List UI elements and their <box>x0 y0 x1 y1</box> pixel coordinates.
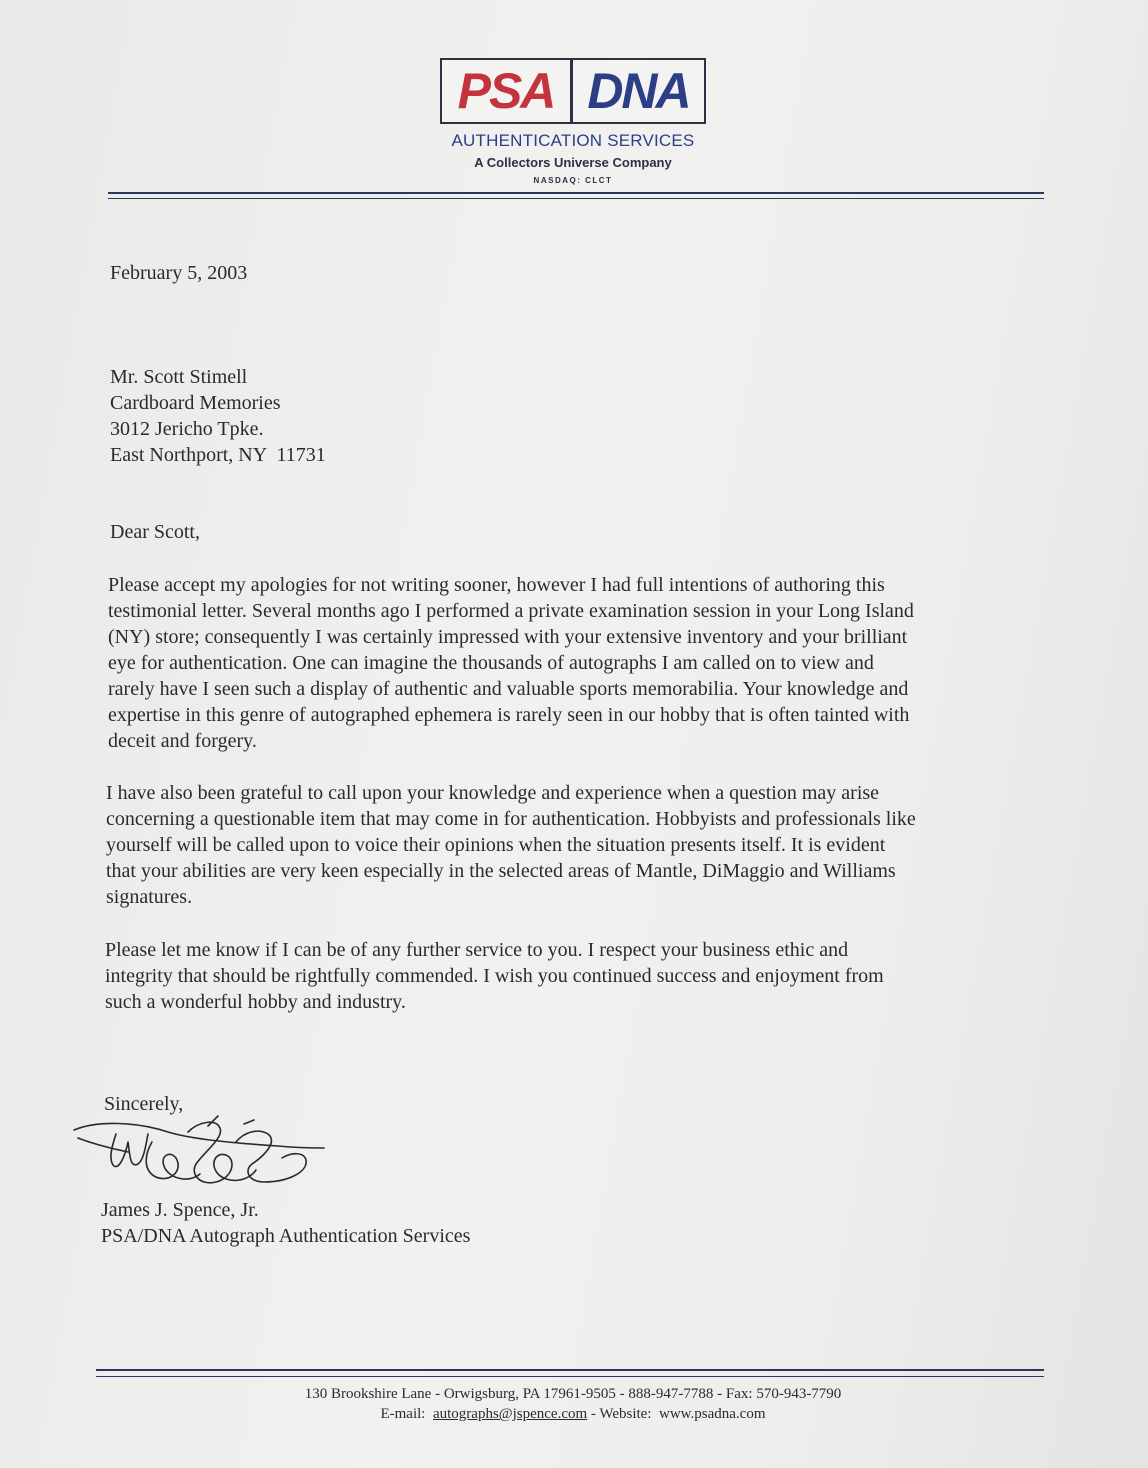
signer-name: James J. Spence, Jr. <box>101 1199 259 1221</box>
paragraph-line: deceit and forgery. <box>108 730 257 752</box>
footer-contact <box>160 1404 986 1424</box>
header-rule-thin <box>108 198 1044 199</box>
paragraph-line: (NY) store; consequently I was certainly impressed with your extensive inventory and your brilliant <box>108 626 908 648</box>
logo-psa-text: PSA <box>457 63 555 119</box>
footer-website-label: - Website: <box>587 1406 659 1422</box>
footer-email-label: E-mail: <box>380 1406 433 1422</box>
paragraph-line: testimonial letter. Several months ago I performed a private examination session in your Long Island <box>108 600 914 622</box>
body-paragraph <box>105 937 884 1015</box>
company-ticker: NASDAQ: CLCT <box>533 176 613 185</box>
recipient-name: Mr. Scott Stimell <box>110 366 248 388</box>
paragraph-line: Please accept my apologies for not writing sooner, however I had full intentions of authoring this <box>108 574 885 596</box>
paragraph-line: yourself will be called upon to voice their opinions when the situation presents itself. It is evident <box>106 834 886 856</box>
footer-address: 130 Brookshire Lane - Orwigsburg, PA 17961-9505 - 888-947-7788 - Fax: 570-943-7790 <box>304 1386 842 1402</box>
recipient-street: 3012 Jericho Tpke. <box>110 418 264 440</box>
letter-date: February 5, 2003 <box>110 262 248 284</box>
signer-title: PSA/DNA Autograph Authentication Services <box>101 1225 471 1247</box>
paragraph-line: eye for authentication. One can imagine the thousands of autographs I am called on to view and <box>108 652 874 674</box>
logo-dna-text: DNA <box>587 63 690 119</box>
body-paragraph <box>106 780 916 910</box>
paragraph-line: signatures. <box>106 886 193 908</box>
paragraph-line: such a wonderful hobby and industry. <box>105 991 406 1013</box>
paragraph-line: expertise in this genre of autographed ephemera is rarely seen in our hobby that is often tainted with <box>108 704 910 726</box>
signer-block <box>101 1197 470 1249</box>
company-subtitle: AUTHENTICATION SERVICES <box>451 131 695 150</box>
paragraph-line: integrity that should be rightfully commended. I wish you continued success and enjoyment from <box>105 965 884 987</box>
recipient-city: East Northport, NY 11731 <box>110 444 326 466</box>
company-logo <box>440 58 706 124</box>
recipient-address <box>110 364 326 468</box>
paragraph-line: Please let me know if I can be of any further service to you. I respect your business ethic and <box>105 939 849 961</box>
handwritten-signature <box>68 1112 328 1196</box>
footer-email-link[interactable]: autographs@jspence.com <box>432 1406 588 1422</box>
paragraph-line: I have also been grateful to call upon your knowledge and experience when a question may arise <box>106 782 880 804</box>
footer-rule-thin <box>96 1376 1044 1377</box>
footer-website-link[interactable]: www.psadna.com <box>659 1406 766 1422</box>
closing: Sincerely, <box>104 1093 184 1115</box>
paragraph-line: concerning a questionable item that may come in for authentication. Hobbyists and professionals like <box>106 808 916 830</box>
recipient-company: Cardboard Memories <box>110 392 281 414</box>
paragraph-line: rarely have I seen such a display of authentic and valuable sports memorabilia. Your knowledge and <box>108 678 909 700</box>
paragraph-line: that your abilities are very keen especially in the selected areas of Mantle, DiMaggio and Williams <box>106 860 896 882</box>
body-paragraph <box>108 572 914 754</box>
salutation: Dear Scott, <box>110 521 200 543</box>
header-rule-thick <box>108 192 1044 194</box>
footer-rule-thick <box>96 1369 1044 1371</box>
company-tagline: A Collectors Universe Company <box>474 155 672 170</box>
